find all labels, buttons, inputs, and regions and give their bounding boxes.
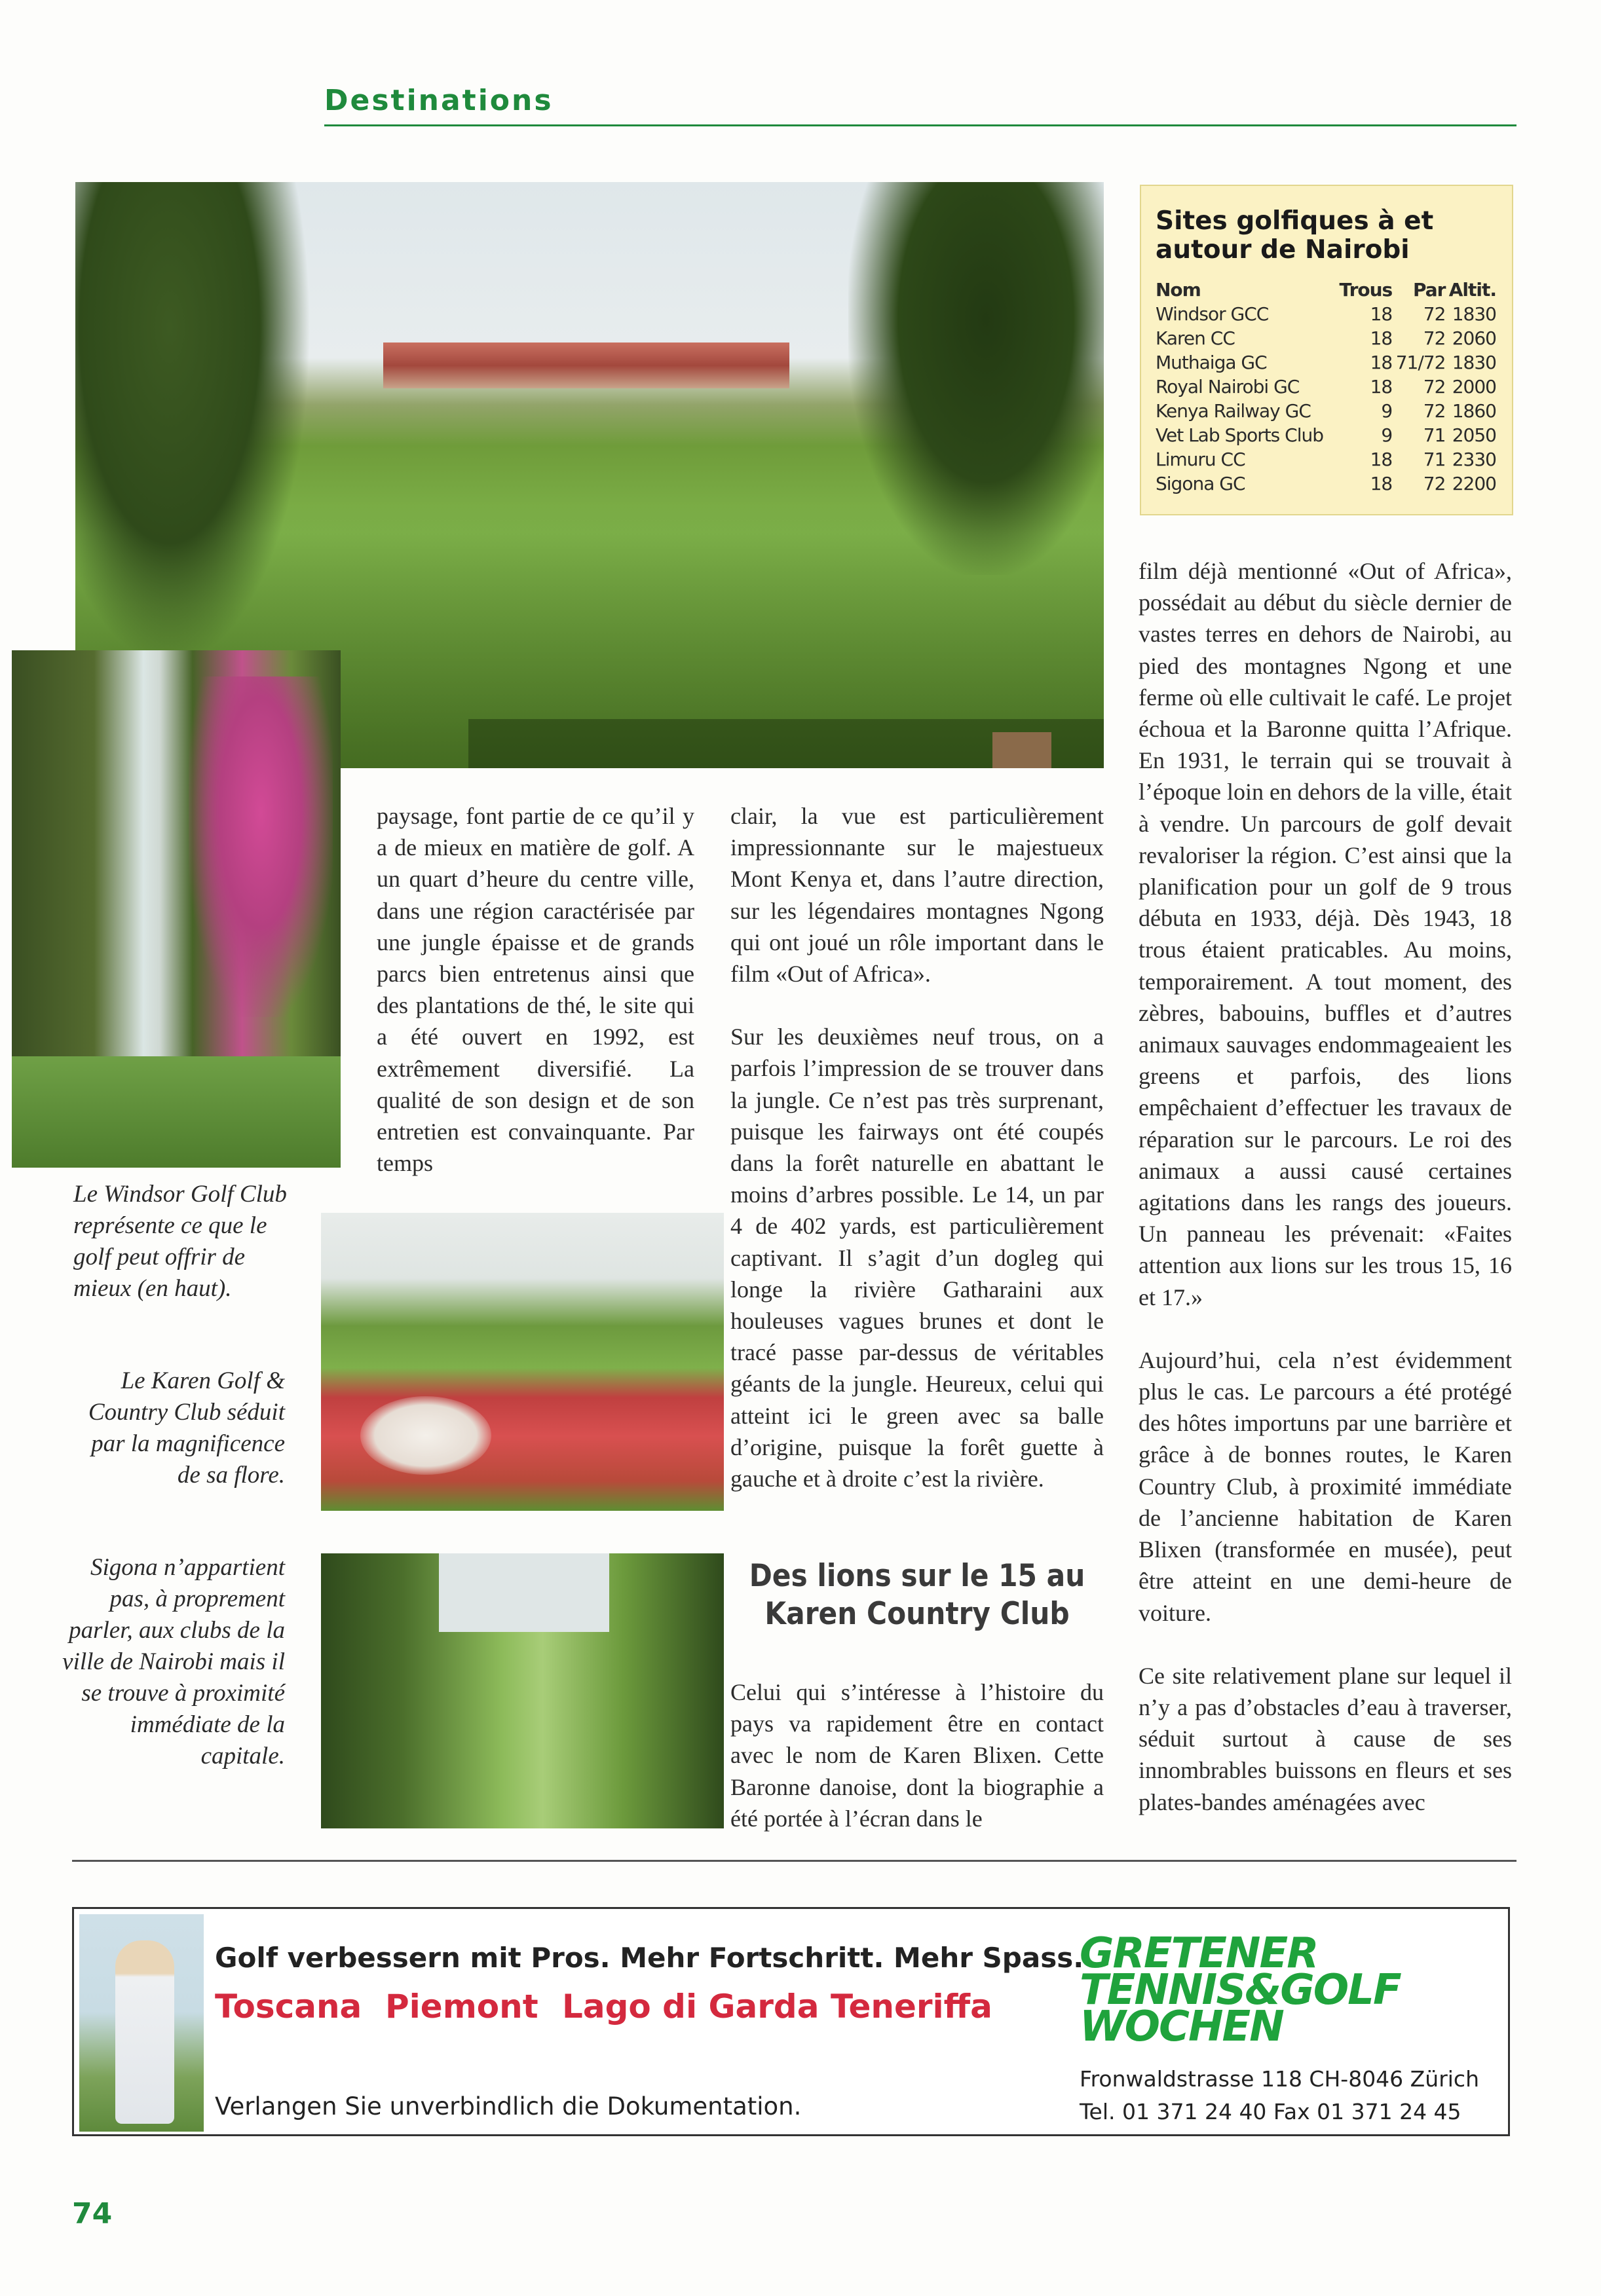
table-cell: Muthaiga GC	[1156, 352, 1267, 373]
caption-karen: Le Karen Golf & Country Club séduit par la magnificence de sa flore.	[88, 1367, 285, 1489]
header-rule	[324, 124, 1516, 126]
table-cell: 18	[1370, 352, 1393, 373]
article-paragraph: clair, la vue est particulièrement impressionnante sur le majestueux Mont Kenya et, dans l’autre direction, sur les légendaires montagnes Ngong qui ont joué un rôle important dans le film «Out of Africa».	[730, 803, 1104, 988]
table-cell: 2330	[1452, 449, 1496, 470]
table-cell: 72	[1423, 473, 1446, 494]
article-paragraph: film déjà mentionné «Out of Africa», possédait au début du siècle dernier de vastes terres en dehors de Nairobi, au pied des montagnes Ngong et une ferme où elle cultivait le café. Le projet échoua et la Baronne quitta l’Afrique. En 1931, le terrain qui se trouvait à l’époque loin en dehors de la ville, était à vendre. Un parcours de golf devait revaloriser la région. C’est ainsi que la planification pour un golf de 9 trous débuta en 1933, déjà. Dès 1943, 18 trous étaient praticables. Au moins, temporairement. A tout moment, des zèbres, babouins, buffles et d’autres animaux sauvages endommageaient les greens et parfois, des lions empêchaient d’effectuer les travaux de réparation sur le parcours. Le roi des animaux a aussi causé certaines agitations dans les rangs des joueurs. Un panneau les prévenait: «Faites attention aux lions sur les trous 15, 16 et 17.»	[1139, 558, 1512, 1310]
ad-destination: Piemont	[385, 1988, 538, 2026]
table-row	[1156, 472, 1496, 496]
caption-sigona: Sigona n’appartient pas, à proprement parler, aux clubs de la ville de Nairobi mais il se trouve à proximité immédiate de la capitale.	[62, 1554, 285, 1769]
table-cell: 71/72	[1395, 352, 1446, 373]
ad-phone: Tel. 01 371 24 40 Fax 01 371 24 45	[1080, 2099, 1461, 2124]
table-cell: 9	[1381, 424, 1393, 446]
column-header: Altit.	[1448, 279, 1496, 301]
table-cell: Windsor GCC	[1156, 303, 1269, 325]
ad-address: Fronwaldstrasse 118 CH-8046 Zürich	[1080, 2066, 1479, 2092]
table-cell: 2000	[1452, 376, 1496, 398]
table-cell: 2050	[1452, 424, 1496, 446]
gretener-logo: GRETENER TENNIS&GOLF WOCHEN	[1080, 1929, 1401, 2051]
table-cell: 18	[1370, 449, 1393, 470]
golfer-photo	[79, 1914, 204, 2132]
table-cell: 72	[1423, 303, 1446, 325]
table-cell: 71	[1423, 424, 1446, 446]
ad-destination: Lago di Garda	[562, 1988, 819, 2026]
table-cell: 9	[1381, 400, 1393, 422]
table-cell: 18	[1370, 327, 1393, 349]
table-cell: 1830	[1452, 352, 1496, 373]
table-header-row	[1156, 278, 1496, 302]
article-column-2	[377, 800, 694, 1179]
golf-sites-table	[1156, 278, 1496, 496]
article-paragraph: Aujourd’hui, cela n’est évidemment plus le cas. Le parcours a été protégé des hôtes importuns par une barrière et grâce à de bonnes routes, le Karen Country Club, à proximité immédiate de l’ancienne habitation de Karen Blixen (transformée en musée), peut être atteint en une demi-heure de voiture.	[1139, 1346, 1512, 1626]
table-cell: Vet Lab Sports Club	[1156, 424, 1324, 446]
table-cell: 72	[1423, 400, 1446, 422]
article-column-3-bottom	[730, 1676, 1104, 1834]
table-cell: 72	[1423, 376, 1446, 398]
ad-contact	[1080, 2063, 1479, 2128]
table-cell: Kenya Railway GC	[1156, 400, 1311, 422]
table-row	[1156, 326, 1496, 350]
ad-destination: Toscana	[215, 1988, 362, 2026]
column-header: Trous	[1339, 279, 1393, 301]
table-row	[1156, 375, 1496, 399]
section-title: Destinations	[324, 84, 554, 117]
sigona-fairway-photo	[321, 1553, 724, 1828]
page-number: 74	[72, 2197, 113, 2231]
article-paragraph: paysage, font partie de ce qu’il y a de mieux en matière de golf. A un quart d’heure du centre ville, dans une région caractérisée par une jungle épaisse et de grands parcs bien entretenus ainsi que des plantations de thé, le site qui a été ouvert en 1992, est extrêmement diversifié. La qualité de son design et de son entretien est convainquante. Par temps	[377, 803, 694, 1177]
table-row	[1156, 399, 1496, 423]
table-cell: 18	[1370, 473, 1393, 494]
table-cell: 1830	[1452, 303, 1496, 325]
article-column-3	[730, 800, 1104, 1494]
golf-sites-infobox	[1140, 185, 1513, 515]
table-cell: 72	[1423, 327, 1446, 349]
table-row	[1156, 423, 1496, 447]
table-cell: 1860	[1452, 400, 1496, 422]
column-header: Par	[1412, 279, 1446, 301]
table-cell: Sigona GC	[1156, 473, 1245, 494]
ad-tagline: Golf verbessern mit Pros. Mehr Fortschritt. Mehr Spass.	[215, 1942, 1084, 1974]
table-cell: Royal Nairobi GC	[1156, 376, 1300, 398]
table-cell: 18	[1370, 303, 1393, 325]
karen-flowerbed-photo	[321, 1213, 724, 1511]
table-cell: 71	[1423, 449, 1446, 470]
table-cell: Karen CC	[1156, 327, 1235, 349]
article-column-4	[1139, 555, 1512, 1818]
table-cell: Limuru CC	[1156, 449, 1245, 470]
column-header: Nom	[1156, 279, 1201, 301]
article-paragraph: Sur les deuxièmes neuf trous, on a parfois l’impression de se trouver dans la jungle. Ce n’est pas très surprenant, puisque les fairways ont été coupés dans la forêt naturelle en abattant le moins d’arbres possible. Le 14, un par 4 de 402 yards, est particulièrement captivant. Il s’agit d’un dogleg qui longe la rivière Gatharaini aux houleuses vagues brunes et dont le tracé passe par-dessus de véritables géants de la jungle. Heureux, celui qui atteint ici le green avec sa balle d’origine, puisque la forêt guette à gauche et à droite c’est la rivière.	[730, 1024, 1104, 1492]
ad-call-to-action: Verlangen Sie unverbindlich die Dokumentation.	[215, 2092, 802, 2120]
table-row	[1156, 447, 1496, 472]
article-paragraph: Celui qui s’intéresse à l’histoire du pays va rapidement être en contact avec le nom de Karen Blixen. Cette Baronne danoise, dont la biographie a été portée à l’écran dans le	[730, 1679, 1104, 1832]
table-cell: 2200	[1452, 473, 1496, 494]
infobox-title: Sites golfiques à et autour de Nairobi	[1156, 206, 1434, 265]
table-cell: 18	[1370, 376, 1393, 398]
table-row	[1156, 302, 1496, 326]
table-row	[1156, 350, 1496, 375]
advertisement-box[interactable]	[72, 1907, 1510, 2136]
table-cell: 2060	[1452, 327, 1496, 349]
article-paragraph: Ce site relativement plane sur lequel il n’y a pas d’obstacles d’eau à traverser, séduit surtout à cause de ses innombrables buissons en fleurs et ses plates-bandes aménagées avec	[1139, 1662, 1512, 1815]
footer-rule	[72, 1860, 1516, 1862]
caption-windsor: Le Windsor Golf Club représente ce que le golf peut offrir de mieux (en haut).	[73, 1181, 287, 1302]
article-subheading: Des lions sur le 15 au Karen Country Club	[749, 1558, 1085, 1632]
karen-flora-photo	[12, 650, 341, 1168]
ad-destination: Teneriffa	[831, 1988, 992, 2026]
